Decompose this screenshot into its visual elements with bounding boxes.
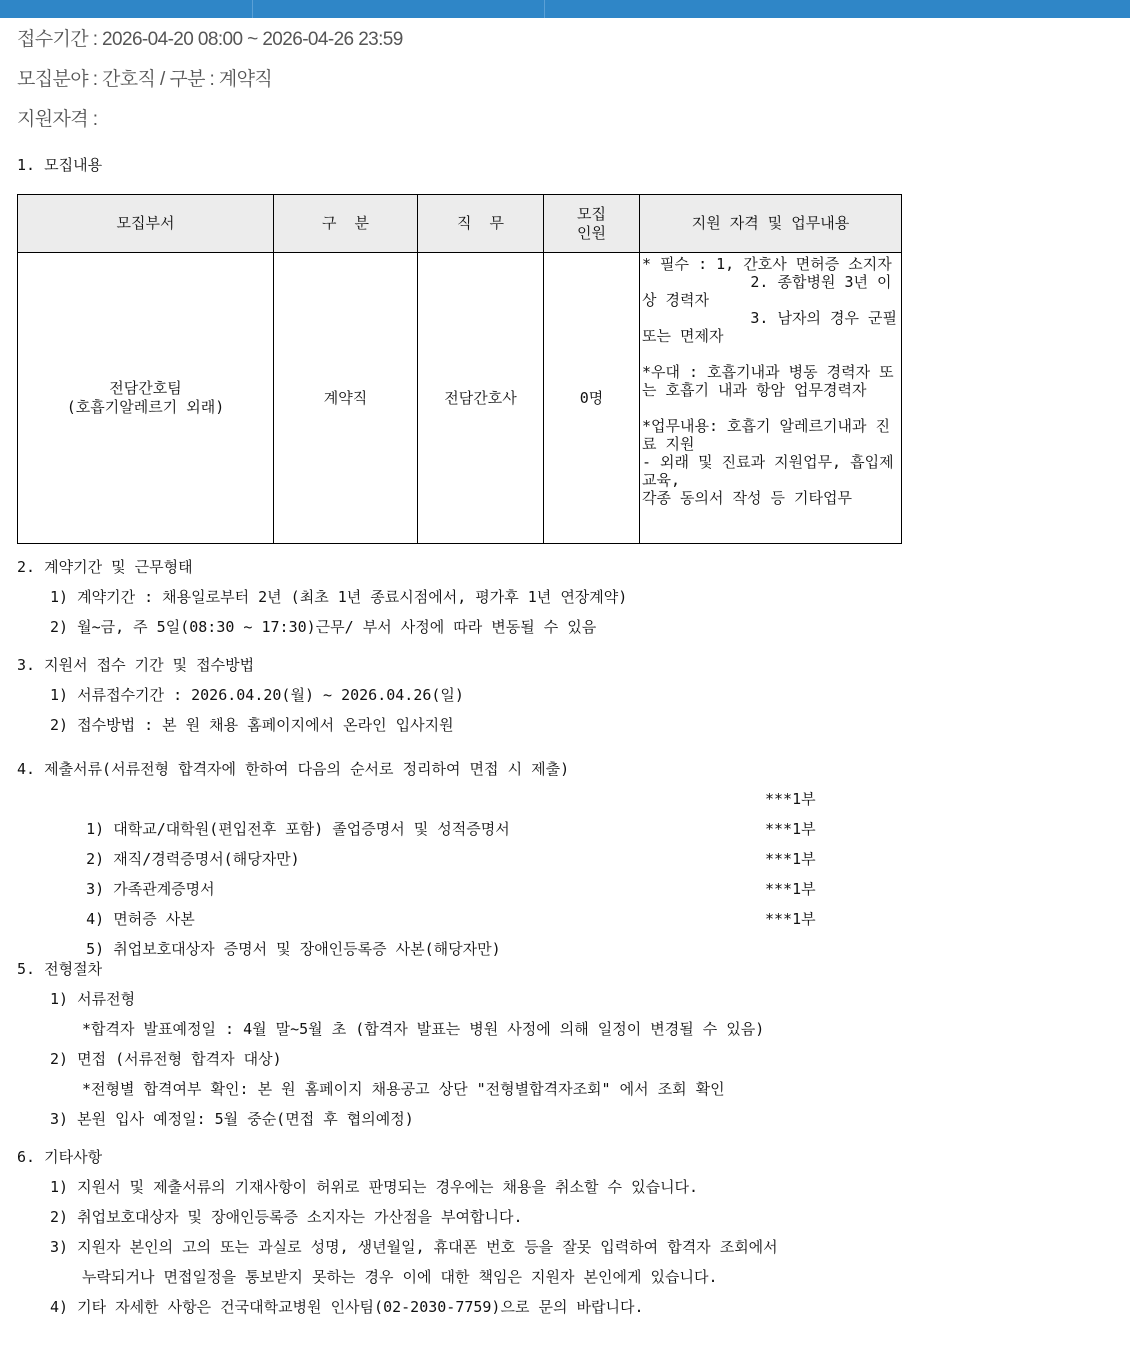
document-row — [17, 844, 1117, 898]
document-label: 3) 가족관계증명서 — [86, 880, 215, 898]
section-title: 2. 계약기간 및 근무형태 — [17, 558, 193, 576]
document-copies: ***1부 — [765, 820, 816, 838]
cell-quals — [640, 253, 902, 544]
document-label: 5) 취업보호대상자 증명서 및 장애인등록증 사본(해당자만) — [86, 940, 501, 958]
list-item: 4) 기타 자세한 사항은 건국대학교병원 인사팀(02-2030-7759)으로 문의 바랍니다. — [50, 1298, 644, 1316]
document-label: 1) 대학교/대학원(편입전후 포함) 졸업증명서 및 성적증명서 — [86, 820, 510, 838]
recruitment-table — [17, 194, 902, 544]
section-title: 4. 제출서류(서류전형 합격자에 한하여 다음의 순서로 정리하여 면접 시 제출) — [17, 760, 570, 778]
header-job: 직 무 — [418, 195, 544, 253]
cell-dept: 전담간호팀 (호흡기알레르기 외래) — [18, 253, 274, 544]
header-quals: 지원 자격 및 업무내용 — [640, 195, 902, 253]
document-row — [17, 904, 1117, 958]
section-title: 6. 기타사항 — [17, 1148, 103, 1166]
section-title: 1. 모집내용 — [17, 156, 103, 174]
recruit-field: 모집분야 : 간호직 / 구분 : 계약직 — [17, 69, 273, 90]
top-bar — [0, 0, 1130, 18]
document-copies: ***1부 — [765, 850, 816, 868]
qualification-label: 지원자격 : — [17, 109, 98, 130]
document-copies: ***1부 — [765, 880, 816, 898]
process-note: *합격자 발표예정일 : 4월 말~5월 초 (합격자 발표는 병원 사정에 의해 일정이 변경될 수 있음) — [82, 1020, 765, 1038]
process-note: *전형별 합격여부 확인: 본 원 홈페이지 채용공고 상단 "전형별합격자조회" 에서 조회 확인 — [82, 1080, 725, 1098]
quals-text: * 필수 : 1, 간호사 면허증 소지자 2. 종합병원 3년 이상 경력자 3. 남자의 경우 군필 또는 면제자 *우대 : 호흡기내과 병동 경력자 또는 호흡기 내과 항암 업무경력자 *업무내용: 호흡기 알레르기내과 진료 지원 - 외래 및 진료과 지원업무, 흡입제 교육, 각종 동의서 작성 등 기타업무 — [642, 255, 897, 507]
document-row — [17, 784, 1117, 838]
top-bar-segment — [0, 0, 253, 18]
process-step: 1) 서류전형 — [50, 990, 136, 1008]
top-bar-segment — [252, 0, 545, 18]
list-item: 1) 계약기간 : 채용일로부터 2년 (최초 1년 종료시점에서, 평가후 1년 연장계약) — [50, 588, 628, 606]
table-row — [18, 253, 902, 544]
cell-type: 계약직 — [274, 253, 418, 544]
document-copies: ***1부 — [765, 790, 816, 808]
cell-count: 0명 — [544, 253, 640, 544]
section-title: 3. 지원서 접수 기간 및 접수방법 — [17, 656, 255, 674]
list-item: 3) 지원자 본인의 고의 또는 과실로 성명, 생년월일, 휴대폰 번호 등을 잘못 입력하여 합격자 조회에서 — [50, 1238, 778, 1256]
document-row — [17, 874, 1117, 928]
list-item: 1) 서류접수기간 : 2026.04.20(월) ~ 2026.04.26(일) — [50, 686, 464, 704]
process-step: 2) 면접 (서류전형 합격자 대상) — [50, 1050, 282, 1068]
list-item: 2) 월~금, 주 5일(08:30 ~ 17:30)근무/ 부서 사정에 따라 변동될 수 있음 — [50, 618, 597, 636]
section-title: 5. 전형절차 — [17, 960, 103, 978]
document-label: 4) 면허증 사본 — [86, 910, 195, 928]
table-header-row — [18, 195, 902, 253]
header-dept: 모집부서 — [18, 195, 274, 253]
header-type: 구 분 — [274, 195, 418, 253]
list-item-continuation: 누락되거나 면접일정을 통보받지 못하는 경우 이에 대한 책임은 지원자 본인에게 있습니다. — [82, 1268, 718, 1286]
list-item: 1) 지원서 및 제출서류의 기재사항이 허위로 판명되는 경우에는 채용을 취소할 수 있습니다. — [50, 1178, 699, 1196]
document-label: 2) 재직/경력증명서(해당자만) — [86, 850, 300, 868]
application-period: 접수기간 : 2026-04-20 08:00 ~ 2026-04-26 23:59 — [17, 29, 403, 50]
list-item: 2) 접수방법 : 본 원 채용 홈페이지에서 온라인 입사지원 — [50, 716, 454, 734]
notice-body — [17, 150, 1117, 1322]
document-row — [17, 814, 1117, 868]
list-item: 2) 취업보호대상자 및 장애인등록증 소지자는 가산점을 부여합니다. — [50, 1208, 523, 1226]
cell-job: 전담간호사 — [418, 253, 544, 544]
document-copies: ***1부 — [765, 910, 816, 928]
process-step: 3) 본원 입사 예정일: 5월 중순(면접 후 협의예정) — [50, 1110, 414, 1128]
header-count: 모집 인원 — [544, 195, 640, 253]
